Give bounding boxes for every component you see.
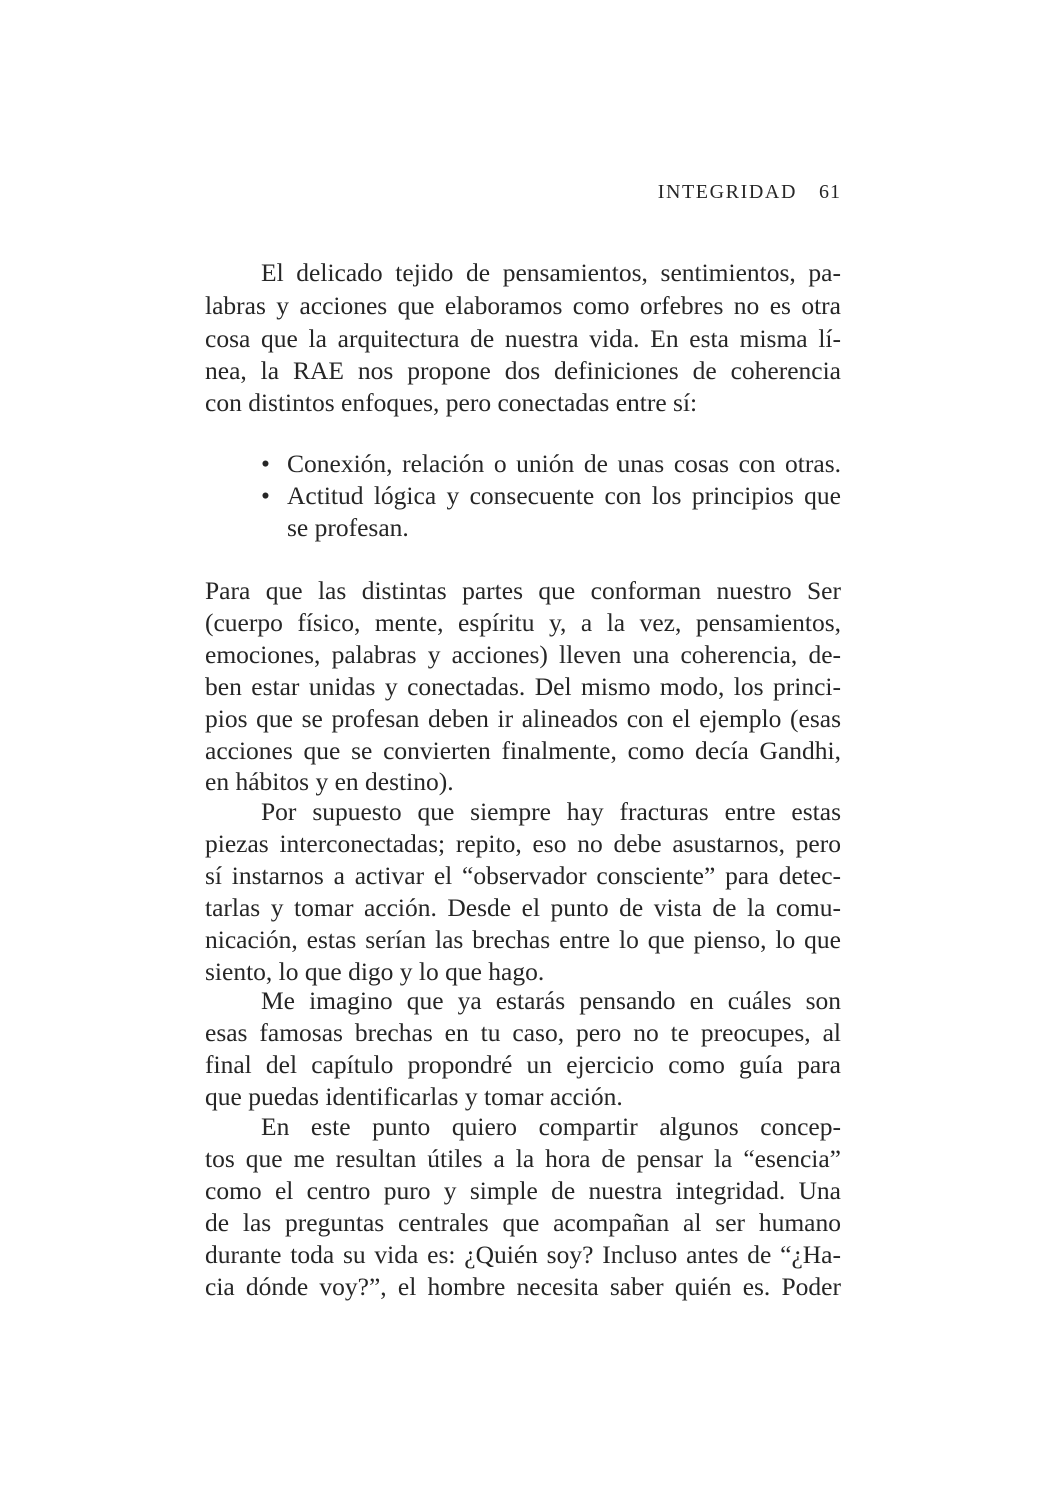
bullet-marker: •	[261, 481, 270, 510]
text-line: pios que se profesan deben ir alineados con el ejemplo (esas	[205, 704, 841, 733]
text-line: de las preguntas centrales que acompañan al ser humano	[205, 1208, 841, 1237]
text-line: emociones, palabras y acciones) lleven una coherencia, de-	[205, 640, 841, 669]
list-item-continuation: se profesan.	[287, 513, 409, 542]
list-item-text: Conexión, relación o unión de unas cosas con otras.	[287, 449, 841, 478]
text-line: durante toda su vida es: ¿Quién soy? Incluso antes de “¿Ha-	[205, 1240, 841, 1269]
text-line: nea, la RAE nos propone dos definiciones de coherencia	[205, 356, 841, 385]
text-line: en hábitos y en destino).	[205, 767, 454, 796]
text-line: con distintos enfoques, pero conectadas entre sí:	[205, 388, 698, 417]
text-line: Me imagino que ya estarás pensando en cuáles son	[261, 986, 841, 1015]
text-line: El delicado tejido de pensamientos, sentimientos, pa-	[261, 258, 841, 287]
text-line: nicación, estas serían las brechas entre lo que pienso, lo que	[205, 925, 841, 954]
text-line: cia dónde voy?”, el hombre necesita saber quién es. Poder	[205, 1272, 841, 1301]
text-line: cosa que la arquitectura de nuestra vida. En esta misma lí-	[205, 324, 841, 353]
text-line: Por supuesto que siempre hay fracturas entre estas	[261, 797, 841, 826]
text-line: sí instarnos a activar el “observador consciente” para detec-	[205, 861, 841, 890]
text-line: ben estar unidas y conectadas. Del mismo modo, los princi-	[205, 672, 841, 701]
text-line: (cuerpo físico, mente, espíritu y, a la vez, pensamientos,	[205, 608, 841, 637]
text-line: siento, lo que digo y lo que hago.	[205, 957, 545, 986]
list-item	[261, 447, 841, 481]
list-item-text: Actitud lógica y consecuente con los principios que	[287, 481, 841, 510]
text-line: final del capítulo propondré un ejercicio como guía para	[205, 1050, 841, 1079]
text-line: labras y acciones que elaboramos como orfebres no es otra	[205, 291, 841, 320]
text-line: tos que me resultan útiles a la hora de pensar la “esencia”	[205, 1144, 841, 1173]
running-header	[205, 178, 841, 206]
text-line: como el centro puro y simple de nuestra integridad. Una	[205, 1176, 841, 1205]
text-line: piezas interconectadas; repito, eso no debe asustarnos, pero	[205, 829, 841, 858]
list-item	[261, 479, 841, 513]
text-line: que puedas identificarlas y tomar acción.	[205, 1082, 623, 1111]
text-line: Para que las distintas partes que conforman nuestro Ser	[205, 576, 841, 605]
text-line: acciones que se convierten finalmente, como decía Gandhi,	[205, 736, 841, 765]
text-line: tarlas y tomar acción. Desde el punto de vista de la comu-	[205, 893, 841, 922]
text-line: En este punto quiero compartir algunos concep-	[261, 1112, 841, 1141]
page-number: 61	[819, 181, 841, 203]
text-line: esas famosas brechas en tu caso, pero no te preocupes, al	[205, 1018, 841, 1047]
bullet-marker: •	[261, 449, 270, 478]
section-title: INTEGRIDAD	[657, 181, 797, 203]
